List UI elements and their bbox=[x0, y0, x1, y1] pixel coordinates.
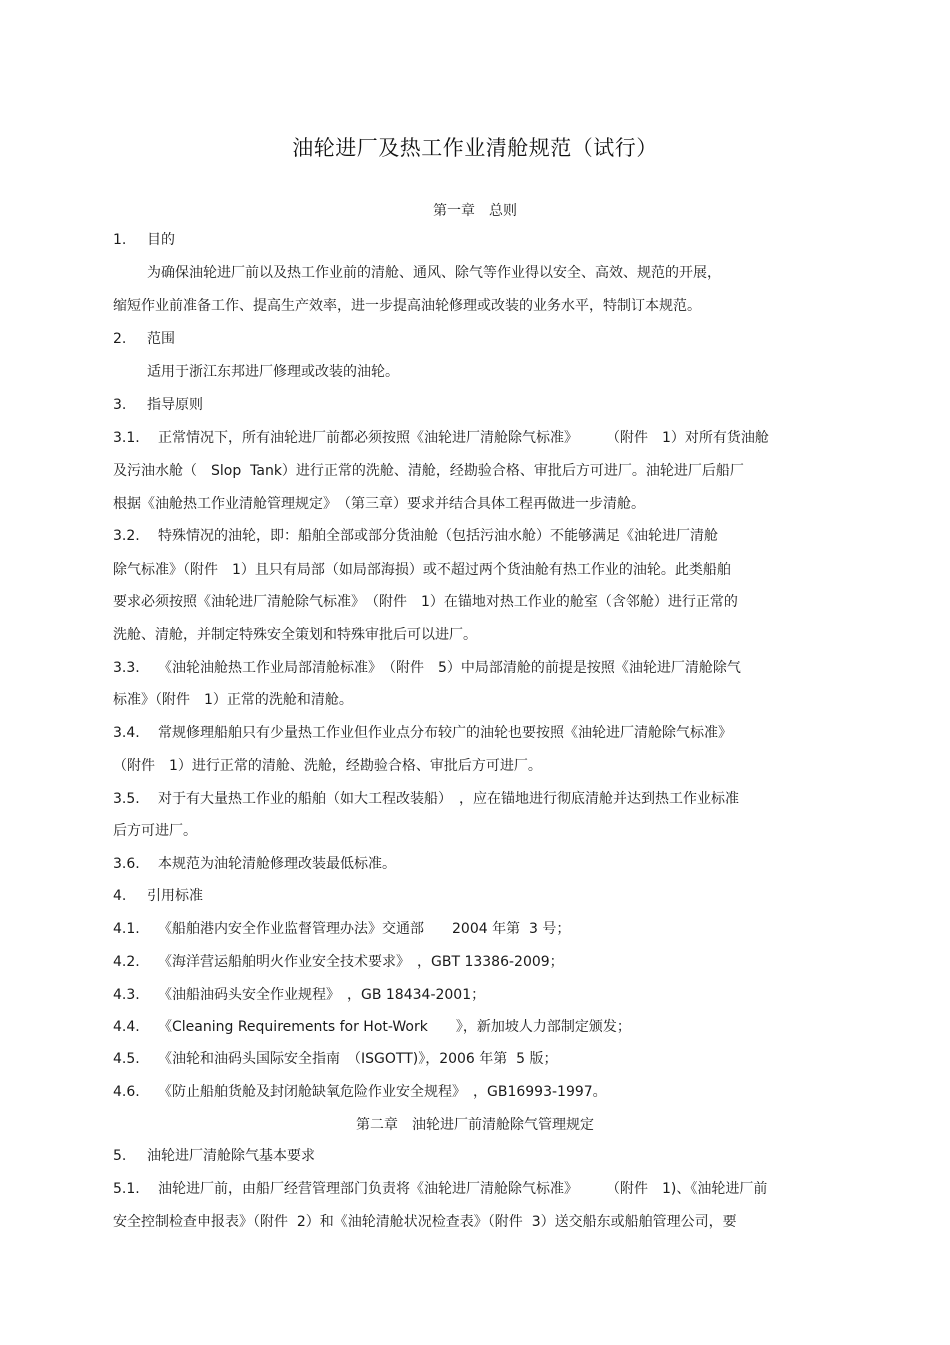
section-1-heading bbox=[113, 231, 175, 249]
reference-4-2 bbox=[113, 953, 564, 971]
clause-number: 4.4. bbox=[113, 1019, 140, 1035]
document-title: 油轮进厂及热工作业清舱规范（试行） bbox=[292, 136, 658, 160]
clause-number: 3.5. bbox=[113, 791, 140, 807]
clause-number: 3.3. bbox=[113, 660, 140, 676]
section-2-heading bbox=[113, 330, 175, 348]
paragraph-line: 及污油水舱（ Slop Tank）进行正常的洗舱、清舱，经勘验合格、审批后方可进厂。油轮进厂后船厂 bbox=[113, 463, 744, 479]
reference-4-4 bbox=[113, 1018, 631, 1036]
reference-text: 《船舶港内安全作业监督管理办法》交通部 2004 年第 3 号； bbox=[158, 921, 571, 937]
reference-text: 《油船油码头安全作业规程》 ，GB 18434-2001； bbox=[158, 987, 486, 1003]
clause-text: 特殊情况的油轮，即：船舶全部或部分货油舱（包括污油水舱）不能够满足《油轮进厂清舱 bbox=[158, 528, 718, 544]
paragraph-line: 要求必须按照《油轮进厂清舱除气标准》 （附件 1）在锚地对热工作业的舱室（含邻舱）进行正常的 bbox=[113, 594, 738, 610]
chapter-1-heading: 第一章 总则 bbox=[433, 203, 517, 219]
reference-4-5 bbox=[113, 1050, 558, 1068]
clause-3-4 bbox=[113, 724, 732, 742]
clause-text: 《油轮油舱热工作业局部清舱标准》 （附件 5）中局部清舱的前提是按照《油轮进厂清舱除气 bbox=[158, 660, 741, 676]
clause-number: 3.1. bbox=[113, 430, 140, 446]
reference-4-6 bbox=[113, 1083, 607, 1101]
paragraph-line: 根据《油舱热工作业清舱管理规定》 （第三章）要求并结合具体工程再做进一步清舱。 bbox=[113, 496, 645, 512]
clause-5-1 bbox=[113, 1180, 767, 1198]
reference-text: 《防止船舶货舱及封闭舱缺氧危险作业安全规程》 ，GB16993-1997。 bbox=[158, 1084, 607, 1100]
clause-3-2 bbox=[113, 527, 718, 545]
clause-number: 3.4. bbox=[113, 725, 140, 741]
paragraph-line: 标准》（附件 1）正常的洗舱和清舱。 bbox=[113, 692, 353, 708]
clause-text: 油轮进厂前，由船厂经营管理部门负责将《油轮进厂清舱除气标准》 （附件 1)、《油轮进厂前 bbox=[158, 1181, 768, 1197]
clause-number: 4.2. bbox=[113, 954, 140, 970]
section-title: 油轮进厂清舱除气基本要求 bbox=[147, 1148, 315, 1164]
paragraph-line: 缩短作业前准备工作、提高生产效率，进一步提高油轮修理或改装的业务水平，特制订本规范。 bbox=[113, 298, 701, 314]
clause-number: 4.3. bbox=[113, 987, 140, 1003]
section-4-heading bbox=[113, 887, 203, 905]
clause-number: 3.6. bbox=[113, 856, 140, 872]
section-number: 3. bbox=[113, 397, 127, 413]
paragraph-line: 后方可进厂。 bbox=[113, 823, 197, 839]
reference-4-1 bbox=[113, 920, 570, 938]
section-3-heading bbox=[113, 396, 203, 414]
reference-text: 《海洋营运船舶明火作业安全技术要求》 ，GBT 13386-2009； bbox=[158, 954, 564, 970]
clause-number: 4.6. bbox=[113, 1084, 140, 1100]
clause-text: 正常情况下，所有油轮进厂前都必须按照《油轮进厂清舱除气标准》 （附件 1）对所有货油舱 bbox=[158, 430, 769, 446]
section-title: 指导原则 bbox=[147, 397, 203, 413]
section-title: 引用标准 bbox=[147, 888, 203, 904]
paragraph-line: 安全控制检查申报表》（附件 2）和《油轮清舱状况检查表》（附件 3）送交船东或船舶管理公司，要 bbox=[113, 1214, 737, 1230]
reference-4-3 bbox=[113, 986, 485, 1004]
clause-text: 对于有大量热工作业的船舶（如大工程改装船） ，应在锚地进行彻底清舱并达到热工作业标准 bbox=[158, 791, 739, 807]
paragraph-line: （附件 1）进行正常的清舱、洗舱，经勘验合格、审批后方可进厂。 bbox=[113, 758, 542, 774]
clause-number: 5.1. bbox=[113, 1181, 140, 1197]
section-number: 1. bbox=[113, 232, 127, 248]
reference-text: 《Cleaning Requirements for Hot-Work 》，新加坡人力部制定颁发； bbox=[158, 1019, 631, 1035]
clause-number: 4.5. bbox=[113, 1051, 140, 1067]
chapter-2-heading: 第二章 油轮进厂前清舱除气管理规定 bbox=[356, 1117, 594, 1133]
paragraph-line: 适用于浙江东邦进厂修理或改装的油轮。 bbox=[147, 364, 399, 380]
clause-3-1 bbox=[113, 429, 769, 447]
section-number: 5. bbox=[113, 1148, 127, 1164]
paragraph-line: 为确保油轮进厂前以及热工作业前的清舱、通风、除气等作业得以安全、高效、规范的开展， bbox=[147, 265, 721, 281]
section-number: 2. bbox=[113, 331, 127, 347]
reference-text: 《油轮和油码头国际安全指南 （ISGOTT)》，2006 年第 5 版； bbox=[158, 1051, 558, 1067]
clause-number: 3.2. bbox=[113, 528, 140, 544]
section-number: 4. bbox=[113, 888, 127, 904]
paragraph-line: 洗舱、清舱，并制定特殊安全策划和特殊审批后可以进厂。 bbox=[113, 627, 477, 643]
paragraph-line: 除气标准》（附件 1）且只有局部（如局部海损）或不超过两个货油舱有热工作业的油轮。此类船舶 bbox=[113, 562, 731, 578]
section-title: 范围 bbox=[147, 331, 175, 347]
clause-3-3 bbox=[113, 659, 741, 677]
section-5-heading bbox=[113, 1147, 315, 1165]
clause-text: 本规范为油轮清舱修理改装最低标准。 bbox=[158, 856, 396, 872]
clause-text: 常规修理船舶只有少量热工作业但作业点分布较广的油轮也要按照《油轮进厂清舱除气标准》 bbox=[158, 725, 732, 741]
clause-3-6 bbox=[113, 855, 396, 873]
section-title: 目的 bbox=[147, 232, 175, 248]
clause-number: 4.1. bbox=[113, 921, 140, 937]
clause-3-5 bbox=[113, 790, 739, 808]
